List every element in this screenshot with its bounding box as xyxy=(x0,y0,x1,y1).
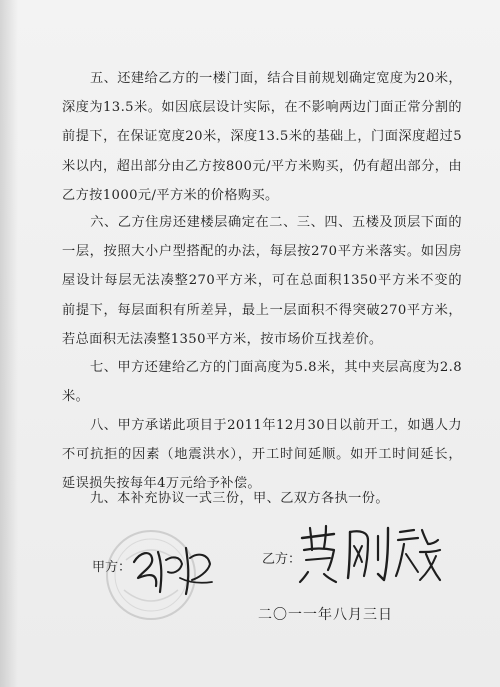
clause-7 xyxy=(62,353,462,411)
clause-8-text: 八、甲方承诺此项目于2011年12月30日以前开工，如遇人力不可抗拒的因素（地震洪水），开工时间延顺。如开工时间延长，延误损失按每年4万元给予补偿。 xyxy=(62,418,462,492)
clause-9 xyxy=(62,484,462,513)
document-date: 二〇一一年八月三日 xyxy=(258,607,393,623)
clause-6-text: 六、乙方住房还建楼层确定在二、三、四、五楼及顶层下面的一层，按照大小户型搭配的办法，每层按270平方米落实。如因房屋设计每层无法凑整270平方米，可在总面积1350平方米不变的前提下，每层面积有所差异，最上一层面积不得突破270平方米，若总面积无法凑整1350平方米，按市场价互找差价。 xyxy=(62,215,462,347)
party-b-signature xyxy=(294,522,444,586)
clause-5 xyxy=(62,64,462,210)
party-a-label: 甲方： xyxy=(92,560,132,575)
clause-7-text: 七、甲方还建给乙方的门面高度为5.8米，其中夹层高度为2.8米。 xyxy=(62,360,462,405)
clause-9-text: 九、本补充协议一式三份，甲、乙双方各执一份。 xyxy=(90,491,389,506)
party-a-signature xyxy=(128,538,218,600)
clause-5-text: 五、还建给乙方的一楼门面，结合目前规划确定宽度为20米，深度为13.5米。如因底层设计实际，在不影响两边门面正常分割的前提下，在保证宽度20米，深度13.5米的基础上，门面深度超过5米以内，超出部分由乙方按800元/平方米购买，仍有超出部分，由乙方按1000元/平方米的价格购买。 xyxy=(62,71,462,203)
clause-6 xyxy=(62,208,462,354)
scan-shadow xyxy=(0,0,18,687)
party-b-label: 乙方： xyxy=(262,552,302,567)
